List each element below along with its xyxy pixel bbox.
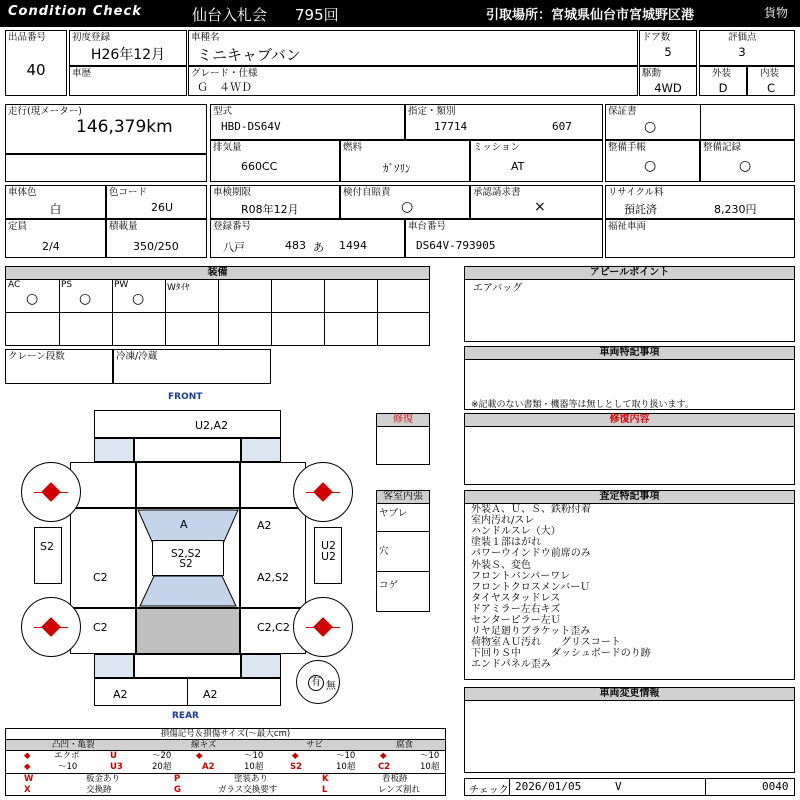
cabin-box <box>376 490 430 612</box>
inspector-note-line: パワーウインドウ前席のみ <box>471 548 591 560</box>
doors-box <box>639 30 697 66</box>
legend-u3: U3 <box>110 762 123 772</box>
legend-k-text: 看板跡 <box>382 774 408 784</box>
trans-box <box>470 140 603 182</box>
legend-a2: A2 <box>202 762 215 772</box>
inspector-panel <box>464 490 795 680</box>
cabin-item-hole: 穴 <box>379 546 389 557</box>
cert-label: 指定・類別 <box>408 106 456 117</box>
warranty-label: 保証書 <box>608 106 637 117</box>
legend-u: U <box>110 751 117 761</box>
reg-kana: あ <box>313 241 324 254</box>
repair-detail-title: 修復内容 <box>465 414 794 427</box>
trans: AT <box>511 160 525 173</box>
front-bumper-damage: U2,A2 <box>195 419 229 432</box>
inspector-note-line: ドアミラー左右キズ <box>471 603 561 615</box>
capacity-label: 定員 <box>8 221 28 232</box>
legend-w: W <box>24 774 34 784</box>
mileage-sub <box>5 154 207 182</box>
rear-left-damage: A2 <box>113 688 128 701</box>
score-box <box>699 30 795 66</box>
lot-box <box>5 30 67 96</box>
load-box <box>106 219 207 258</box>
grade: Ｇ ４ＷＤ <box>197 81 252 94</box>
repair-box <box>376 413 430 465</box>
mileage-box <box>5 104 207 154</box>
reg-class: 483 <box>285 239 306 252</box>
transfer-box <box>470 185 603 219</box>
right-door-damage: A2,S2 <box>257 571 290 584</box>
int-box <box>747 66 795 96</box>
hood-top-panel <box>136 462 240 508</box>
manual: ○ <box>644 158 657 174</box>
right-door-panel <box>240 508 306 608</box>
left-mirror-box <box>34 527 62 584</box>
rear-bumper-panel <box>94 678 281 706</box>
manual-box <box>605 140 700 182</box>
inspection-label: 車検期限 <box>213 187 252 198</box>
legend-c-size: ～10 <box>420 751 440 761</box>
fuel-box <box>340 140 470 182</box>
crane-label: クレーン段数 <box>8 351 65 362</box>
pickup-location: 引取場所：宮城県仙台市宮城野区港 <box>486 8 695 23</box>
seatbelt-box <box>340 185 470 219</box>
special-title: 車両特記事項 <box>465 347 794 360</box>
right-mirror-damage: U2 U2 <box>321 539 337 563</box>
history-box <box>69 66 187 96</box>
headlight-left <box>94 438 134 462</box>
legend-g-text: ガラス交換要す <box>218 785 278 795</box>
first-reg-box <box>69 30 187 66</box>
equip-ps-mark: ○ <box>79 291 92 307</box>
capacity: 2/4 <box>42 240 60 253</box>
check-row <box>464 778 795 796</box>
score: 3 <box>738 45 746 59</box>
model-box <box>188 30 638 66</box>
equip-ac-mark: ○ <box>26 291 39 307</box>
tire-front-left-icon <box>21 462 81 522</box>
check-num: 0040 <box>762 780 789 793</box>
repair-label: 修復 <box>377 414 429 427</box>
displacement: 660CC <box>241 160 278 173</box>
cabin-label: 客室内張 <box>377 491 429 504</box>
grille-panel <box>134 438 241 462</box>
int-grade: C <box>766 81 776 95</box>
welfare-label: 福祉車両 <box>608 221 647 232</box>
reg-no-box <box>210 219 405 258</box>
inspector-note-line: 下回りＳ中 ダッシュボードのり跡 <box>471 648 651 660</box>
inspector-note-line: 外装Ｓ、変色 <box>471 559 531 571</box>
equip-pw-mark: ○ <box>132 291 145 307</box>
appeal-title: アピールポイント <box>465 267 794 280</box>
inspector-note-line: センターピラー左Ｕ <box>471 615 561 626</box>
legend-a-size: ～10 <box>244 751 264 761</box>
front-bumper-panel <box>94 410 281 438</box>
type-box <box>210 104 405 140</box>
equipment-panel <box>5 266 430 346</box>
cargo-floor <box>136 608 240 654</box>
left-rear-damage: C2 <box>93 621 108 634</box>
legend-dent-title: 凸凹・亀裂 <box>52 740 95 750</box>
appeal-panel <box>464 266 795 342</box>
legend-panel: 損傷記号＆損傷サイズ(～最大cm) 凸凹・亀裂 線キズ サビ 腐食 ◆ エクボ U ～20 ◆ ～10 U3 20超 ◆ ～10 A2 10超 ◆ ～10 S2 10超 ◆ ～10 C2 10超 W 板金あり P 塗装あり K 看板跡 X 交換跡 G ガラス交換要す L レンズ割れ <box>5 728 446 796</box>
change-panel <box>464 687 795 773</box>
left-mirror-damage: S2 <box>40 540 54 553</box>
doors: 5 <box>664 45 672 59</box>
roof-center <box>152 540 224 576</box>
lot-number: 40 <box>26 61 46 79</box>
drive: 4WD <box>654 81 682 95</box>
legend-s2-size: 10超 <box>336 762 356 772</box>
ext-grade: D <box>718 81 728 95</box>
mileage: 146,379km <box>76 117 173 137</box>
color: 白 <box>49 202 62 216</box>
load-label: 積載量 <box>109 221 138 232</box>
seatbelt-label: 検付自賠責 <box>343 187 391 198</box>
fridge-box <box>113 349 271 384</box>
inspector-note-line: エンドパネル歪み <box>471 659 551 671</box>
right-front-damage: A2 <box>257 519 272 532</box>
record-label: 整備記録 <box>703 142 742 153</box>
inspector-note-line: ハンドルスレ（大） <box>471 526 561 538</box>
legend-g: G <box>174 785 181 795</box>
front-label: FRONT <box>168 392 203 402</box>
inspector-note-line: 外装Ａ、Ｕ、Ｓ、鉄粉付着 <box>471 504 591 515</box>
rear-gate <box>134 654 241 678</box>
reg-no-label: 登録番号 <box>213 221 252 232</box>
displacement-box <box>210 140 340 182</box>
type: HBD-DS64V <box>221 120 281 133</box>
appeal-text: エアバッグ <box>473 283 523 294</box>
legend-c2: C2 <box>378 762 391 772</box>
right-rear-damage: C2,C2 <box>257 621 290 634</box>
special-panel <box>464 346 795 410</box>
model-label: 車種名 <box>191 32 220 43</box>
spare-yes: 有 <box>308 675 324 691</box>
transfer: × <box>534 199 546 215</box>
fridge-label: 冷凍/冷蔵 <box>116 351 158 362</box>
ext-label: 外装 <box>712 68 732 79</box>
legend-p: P <box>174 774 181 784</box>
warranty-box <box>605 104 795 140</box>
color-code-box <box>106 185 207 219</box>
inspector-note-line: 塗装１部はがれ <box>471 537 541 549</box>
load: 350/250 <box>133 240 179 253</box>
legend-p-text: 塗装あり <box>234 774 269 784</box>
legend-x-text: 交換跡 <box>86 785 112 795</box>
legend-s2: S2 <box>290 762 303 772</box>
equip-wtire-label: Wﾀｲﾔ <box>167 283 190 293</box>
headlight-right <box>241 438 281 462</box>
category: 貨物 <box>764 6 789 20</box>
rear-right-damage: A2 <box>203 688 218 701</box>
brand-title: Condition Check <box>8 4 142 19</box>
history-label: 車歴 <box>72 68 92 79</box>
cabin-item-tear: ヤブレ <box>379 508 408 519</box>
legend-x: X <box>24 785 31 795</box>
inspector-note-line: タイヤスタッドレス <box>471 592 561 604</box>
score-label: 評価点 <box>728 32 757 43</box>
legend-dent-small: エクボ <box>54 751 80 761</box>
capacity-box <box>5 219 106 258</box>
legend-s-size: ～10 <box>336 751 356 761</box>
chassis: DS64V-793905 <box>416 239 496 252</box>
left-door-panel <box>70 508 136 608</box>
recycle-status: 預託済 <box>624 203 657 216</box>
left-door-damage: C2 <box>93 571 108 584</box>
color-code-label: 色コード <box>109 187 148 198</box>
inspector-title: 査定特記事項 <box>465 491 794 504</box>
tire-rear-right-icon <box>293 597 353 657</box>
drive-label: 駆動 <box>642 68 662 79</box>
first-reg: H26年12月 <box>90 47 166 63</box>
grade-box <box>188 66 638 96</box>
drive-box <box>639 66 697 96</box>
model-name: ミニキャブバン <box>197 46 301 64</box>
lot-label: 出品番号 <box>8 32 47 43</box>
legend-scratch-title: 線キズ <box>191 740 217 750</box>
inspector-note-line: フロントバンパーワレ <box>471 570 571 582</box>
record: ○ <box>739 158 752 174</box>
manual-label: 整備手帳 <box>608 142 647 153</box>
seatbelt: ○ <box>401 199 414 215</box>
inspection: R08年12月 <box>241 203 299 216</box>
legend-dent-10: ～10 <box>58 762 78 772</box>
spare-no: 無 <box>326 681 336 692</box>
inspection-box <box>210 185 340 219</box>
taillight-left <box>94 654 134 678</box>
recycle-label: リサイクル料 <box>608 187 664 198</box>
chassis-box <box>405 219 603 258</box>
fuel: ｶﾞｿﾘﾝ <box>383 162 411 175</box>
legend-l-text: レンズ割れ <box>378 785 421 795</box>
doors-label: ドア数 <box>642 32 671 43</box>
header-bar <box>0 0 800 27</box>
mileage-label: 走行(現メーター) <box>8 106 82 117</box>
color-code: 26U <box>151 201 174 214</box>
legend-l: L <box>322 785 328 795</box>
legend-title: 損傷記号＆損傷サイズ(～最大cm) <box>6 729 445 740</box>
legend-w-text: 板金あり <box>86 774 121 784</box>
first-reg-label: 初度登録 <box>72 32 111 43</box>
cert-box <box>405 104 603 140</box>
equip-pw-label: PW <box>114 280 129 290</box>
auction-number: 795回 <box>295 6 339 24</box>
legend-c2-size: 10超 <box>420 762 440 772</box>
displacement-label: 排気量 <box>213 142 242 153</box>
hood-damage: A <box>180 518 188 531</box>
ext-box <box>699 66 747 96</box>
equip-ps-label: PS <box>61 280 73 290</box>
color-label: 車体色 <box>8 187 37 198</box>
right-mirror-box <box>314 527 342 584</box>
legend-a2-size: 10超 <box>244 762 264 772</box>
cabin-item-burn: コゲ <box>379 580 399 591</box>
special-note: ※記載のない書類・機器等は無しとして取り扱います。 <box>471 400 694 410</box>
recycle-fee: 8,230円 <box>714 203 757 216</box>
type-label: 型式 <box>213 106 233 117</box>
grade-label: グレード・仕様 <box>191 68 258 79</box>
legend-u-size: ～20 <box>152 751 172 761</box>
cert-1: 17714 <box>434 120 468 133</box>
warranty: ○ <box>644 119 657 135</box>
legend-rust-title: サビ <box>306 740 324 750</box>
transfer-label: 承認請求書 <box>473 187 521 198</box>
record-box <box>700 140 795 182</box>
equip-ac-label: AC <box>8 280 21 290</box>
change-title: 車両変更情報 <box>465 688 794 701</box>
reg-area: 八戸 <box>223 241 245 254</box>
legend-corrosion-title: 腐食 <box>396 740 414 750</box>
auction-name: 仙台入札会 <box>192 6 268 24</box>
inspector-note-line: 荷物室ＡＵ汚れ グリスコート <box>471 637 621 649</box>
inspector-note-line: リヤ足廻りブラケット歪み <box>471 626 591 638</box>
crane-box <box>5 349 113 384</box>
inspector-note-line: 室内汚れ/スレ <box>471 515 535 527</box>
color-box <box>5 185 106 219</box>
legend-k: K <box>322 774 329 784</box>
legend-u3-size: 20超 <box>152 762 172 772</box>
chassis-label: 車台番号 <box>408 221 447 232</box>
taillight-right <box>241 654 281 678</box>
roof-damage: S2,S2 S2 <box>171 548 202 570</box>
fuel-label: 燃料 <box>343 142 363 153</box>
check-label: チェック <box>469 785 509 796</box>
recycle-box <box>605 185 795 219</box>
trans-label: ミッション <box>473 142 521 153</box>
check-code: V <box>615 780 622 793</box>
reg-num: 1494 <box>339 239 367 252</box>
rear-label: REAR <box>172 711 199 721</box>
equipment-title: 装備 <box>6 267 429 280</box>
int-label: 内装 <box>760 68 780 79</box>
welfare-box <box>605 219 795 258</box>
tire-front-right-icon <box>293 462 353 522</box>
repair-detail-panel <box>464 413 795 485</box>
inspector-note-line: フロントクロスメンバーＵ <box>471 581 591 593</box>
check-date: 2026/01/05 <box>515 780 582 793</box>
cert-2: 607 <box>552 120 572 133</box>
tire-rear-left-icon <box>21 597 81 657</box>
